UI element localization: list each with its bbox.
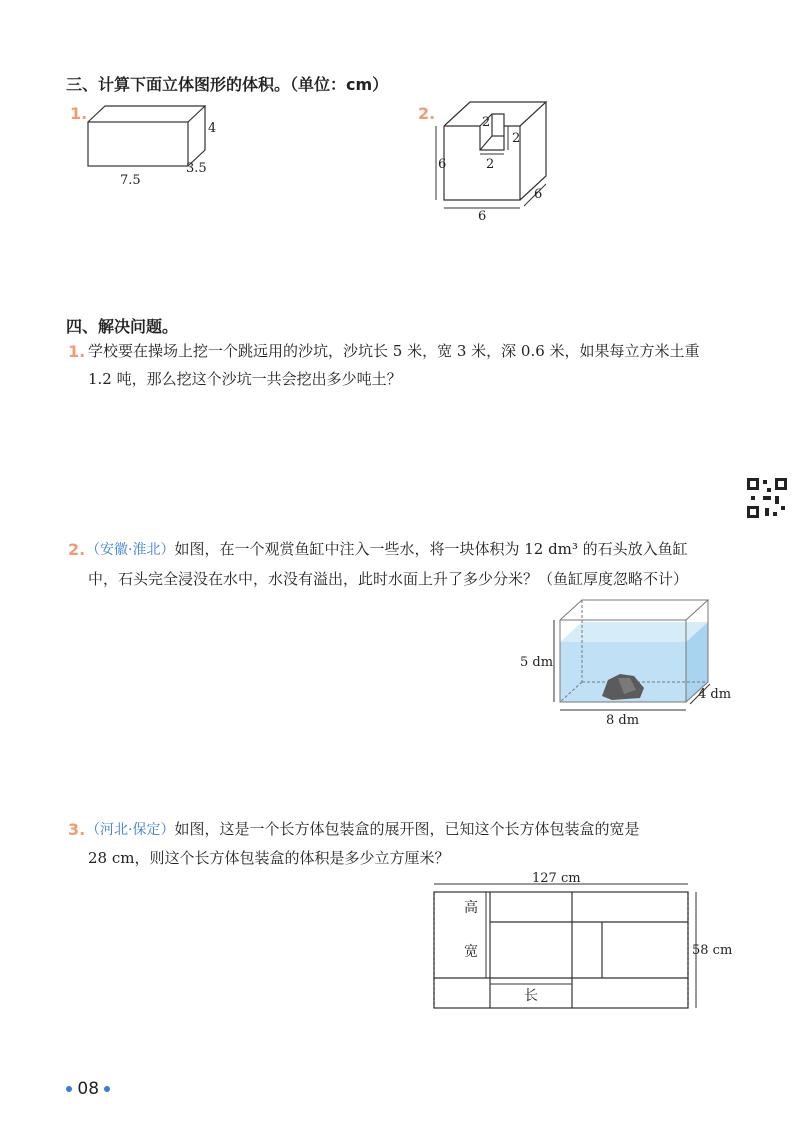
p1-number: 1. [68,342,86,361]
page-dot-left [66,1086,72,1092]
q2-number: 2. [418,104,436,123]
p2-length-label: 8 dm [606,713,640,728]
p2-height-label: 5 dm [520,655,554,670]
q1-length-label: 7.5 [120,173,141,188]
q1-number: 1. [70,104,88,123]
p3-total-length-label: 127 cm [532,871,581,886]
q2-cut-top-label: 2 [482,115,491,130]
section-4-title: 四、解决问题。 [66,317,179,336]
p2-source-tag: （安徽·淮北） [86,542,175,558]
q2-length-label: 6 [478,209,487,224]
q1-front-face [88,122,188,166]
p1-text-line2: 1.2 吨，那么挖这个沙坑一共会挖出多少吨土？ [88,370,402,388]
section-3-title: 三、计算下面立体图形的体积。（单位：cm） [66,75,389,94]
p3-length-word: 长 [524,988,538,1004]
box-net-figure [420,870,750,1015]
q1-cuboid-figure [80,100,240,190]
q2-cut-bottom-label: 2 [486,157,495,172]
fish-tank-figure [520,592,740,728]
p2-number: 2. [68,540,86,559]
p2-text-line2: 中，石头完全浸没在水中，水没有溢出，此时水面上升了多少分米？（鱼缸厚度忽略不计） [88,570,689,588]
page-dot-right [104,1086,110,1092]
qr-code-icon [745,476,789,520]
p3-text-line1: 如图，这是一个长方体包装盒的展开图，已知这个长方体包装盒的宽是 [174,820,640,838]
p3-height-word: 高 [464,900,478,916]
q2-cube-with-notch [430,96,570,226]
q1-height-label: 4 [208,121,217,136]
q1-top-face [88,106,205,122]
q1-side-face [188,106,205,166]
page-number [66,1079,110,1099]
p3-number: 3. [68,820,86,839]
p2-text-line1: 如图，在一个观赏鱼缸中注入一些水，将一块体积为 12 dm³ 的石头放入鱼缸 [174,540,688,558]
q2-width-label: 6 [534,187,543,202]
p2-width-label: 4 dm [698,687,732,702]
p3-source-tag: （河北·保定） [86,822,175,838]
q2-cut-side-label: 2 [512,131,521,146]
page-number-text: 08 [77,1079,100,1099]
p3-width-word: 宽 [464,944,478,960]
p1-text-line1: 学校要在操场上挖一个跳远用的沙坑，沙坑长 5 米，宽 3 米，深 0.6 米，如果每立方米土重 [88,342,700,360]
p3-total-height-label: 58 cm [692,943,733,958]
q2-height-label: 6 [438,157,447,172]
q1-width-label: 3.5 [186,161,207,176]
p3-text-line2: 28 cm，则这个长方体包装盒的体积是多少立方厘米？ [88,849,450,867]
